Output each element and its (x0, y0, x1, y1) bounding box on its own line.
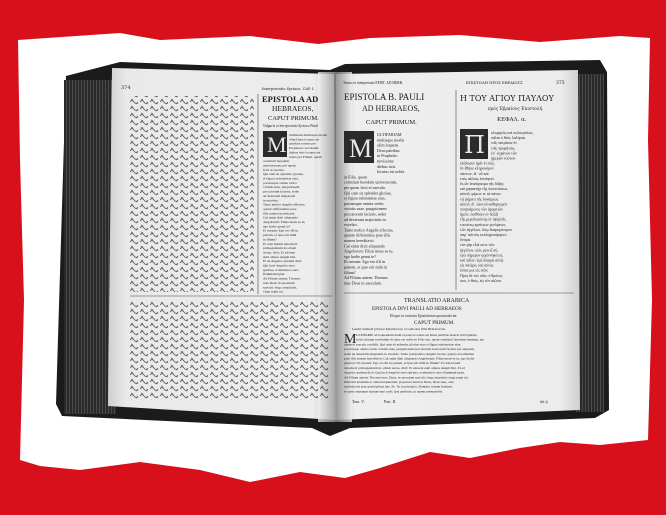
translatio-drop-cap: M (344, 332, 357, 347)
text-line: Et ad Angelos quidem dicit: (263, 259, 303, 264)
text-line: virga regni tui. (263, 289, 284, 294)
text-line: spiritus, et ministros suos (263, 267, 299, 272)
left-page-number: 374 (121, 85, 131, 91)
text-line: ad dexteram majestatis in (344, 216, 386, 222)
syriac-column (130, 96, 254, 292)
text-line: ad dexteram majestatis (263, 193, 296, 198)
text-line: quanto differentius prae (263, 206, 297, 211)
text-line: ποιησάμενος τῶν ἁμαρτιῶν (460, 207, 503, 212)
text-line: ἀγγέλων, υἱός μου εἶ σύ, (460, 248, 499, 253)
greek-subtitle: πρὸς Ἑβραίους Ἐπιστολή. (488, 106, 544, 111)
text-line: Tanto melior Angelis effectus, (344, 227, 394, 233)
text-line: portansque omnia verbo virtutis suae, purgationem peccatorum nostrorum faciens per seipsum, (344, 347, 475, 352)
text-line: ULTIFARIAM (377, 132, 402, 137)
text-line: Cui enim dixit aliquando (344, 243, 385, 249)
text-line: olim Deus locutus est (289, 137, 320, 142)
greek-title: Η ΤΟΥ ΑΓΙΟΥ ΠΑΥΛΟΥ (460, 94, 554, 103)
text-line: virtutis suae, purgationem (263, 185, 300, 190)
text-line: excelsis. (344, 222, 358, 228)
translatio-heading3: Eloque in contextu Epistolarum quatuordecim. (390, 314, 458, 318)
text-line: locutus est nobis (377, 169, 405, 175)
text-line: Deus patribus (377, 147, 400, 153)
right-page-edges (576, 74, 604, 412)
text-line: Πρὸς δὲ τὸν υἱόν, ὁ θρόνος (460, 273, 503, 278)
text-line: ἡμῶν, ἐκάθισεν ἐν δεξιᾷ (460, 212, 499, 217)
text-line: diebus istis locutus est (289, 150, 321, 155)
text-line: terrae, dicit: Et adorent (263, 250, 296, 255)
greek-drop-cap: Π (464, 131, 485, 159)
text-line: portansque omnia verbo (263, 180, 297, 185)
text-line: ἡμερῶν τούτων (491, 156, 516, 161)
text-line: ολυμερῶς καὶ πολυτρόπως (491, 131, 533, 135)
right-heading: CAPUT PRIMUM. (366, 119, 417, 126)
text-line: novissime (377, 158, 394, 164)
text-line: ego hodie genui te? (263, 224, 291, 229)
text-line: patrem, et ipse erit mihi in (344, 264, 388, 270)
text-line: exultationis prae participibus tuis. Et: Tu in principio, Domine, terram fundasti, (344, 384, 454, 389)
text-line: αὐτοῦ, φέρων τε τὰ πάντα (460, 192, 501, 197)
text-line: tuus Deus in saeculum. (344, 280, 382, 286)
right-running-head-left: Textus et interpretatio EPIST. AD HEBR. (343, 81, 403, 85)
translatio-heading4: CAPUT PRIMUM. (414, 320, 455, 326)
text-line: Et rursum: Ego ero illi in (263, 228, 299, 233)
text-line: constituit heredem (263, 159, 289, 164)
text-line: patrem, et ipse erit mihi (263, 233, 297, 238)
text-line: eum omnes Angeli Dei. (263, 254, 297, 259)
footer-part: Part. II. (384, 399, 397, 404)
text-line: ego hodie genui te? (344, 253, 376, 259)
text-line: Ad Filium autem: Thronus (263, 276, 301, 281)
text-line: τῆς μεγαλωσύνης ἐν ὑψηλοῖς. (460, 217, 507, 222)
text-line: παρ᾽ αὐτοὺς κεκληρονόμηκεν (460, 233, 507, 237)
translatio-heading2: EPISTOLA DIVI PAULI AD HEBRAEOS (372, 306, 462, 312)
text-line: in excelsis. (263, 198, 279, 203)
text-line: tuus Deus in saeculum (263, 280, 295, 285)
left-heading: CAPUT PRIMUM. (268, 115, 319, 122)
text-line: in Filio, quem (344, 174, 368, 180)
translatio-heading: TRANSLATIO ARABICA (404, 298, 470, 304)
text-line: ULTIFARIE ad loquendum dedit et pauca locutus est Deus patribus nostris in Prophetis, (356, 333, 478, 337)
text-line: portansque omnia verbo (344, 200, 384, 206)
text-line: Angelorum: Filius meus es tu, (263, 220, 306, 224)
text-line: Angelos quidem dicit: Qui facit Angelos suos spiritus, et ministros suos flammam ignis. (344, 370, 465, 375)
text-line: genui te? Et rursum: Ego ero illi in patrem, et ipse erit mihi in filium? Et cum iterum (344, 361, 461, 366)
text-line: saeculi: virga aequitatis, (263, 285, 297, 290)
right-running-head-right: ΕΠΙΣΤΟΛΗ ΠΡΟΣ ΕΒΡΑΙΟΥΣ (466, 80, 523, 85)
text-line: sedet ad dexteram majestatis in excelsis. Tanto praestantior Angelis factus, quanto excellentius (344, 351, 474, 356)
text-line: primogenitum in orbem (263, 246, 297, 251)
text-line: patribus nostris per (289, 141, 316, 146)
text-line: Qui cum sit splendor gloriae, (344, 190, 392, 196)
text-line: ὃν ἔθηκε κληρονόμον (460, 166, 495, 171)
text-line: Dilexisti justitiam et odisti iniquitatem, propterea unxit te Deus, Deus tuus, oleo (344, 380, 454, 384)
text-line: Angelorum: Filius meus es tu, (344, 248, 394, 254)
footer-tome: Tom. V. (352, 399, 365, 404)
right-title-line1: EPISTOLA B. PAULI (344, 92, 425, 102)
text-line: τοὺς αἰῶνας ἐποίησεν. (460, 176, 495, 181)
text-line: αὐτοῦ, δι᾽ ἑαυτοῦ καθαρισμὸν (460, 202, 508, 207)
text-line: peccatorum faciens, sedet (263, 189, 300, 194)
left-title-line1: EPISTOLA AD (262, 94, 319, 104)
text-line: in filium? (263, 237, 277, 242)
text-line: ὄνομα. (460, 238, 471, 243)
text-line: πάλαι ὁ θεὸς λαλήσας (491, 136, 526, 141)
text-line: Qui cum sit splendor gloriae, (263, 172, 304, 177)
text-line: τῷ ῥήματι τῆς δυνάμεως (460, 197, 499, 202)
text-line: Cui enim dixit aliquando (263, 215, 298, 220)
text-line: virtutis suae, purgationem (344, 206, 387, 212)
text-line: introducit primogenitum in orbem terrae, dicit: Et adorent eum omnes Angeli Dei. Et ad (344, 365, 465, 370)
text-line: universorum, per quem (263, 163, 296, 168)
left-arabic-block (130, 300, 330, 400)
text-line: prae illis nomen hereditavit. Cui enim dixit aliquando Angelorum: Filius meus es tu, ego hodie (344, 356, 475, 361)
text-line: filium? (344, 269, 356, 275)
right-latin-drop-cap: M (349, 134, 373, 163)
text-line: Prophetas: novissime (289, 146, 319, 151)
text-line: illis nomen hereditavit. (263, 211, 296, 216)
text-line: fecit et saecula. (263, 167, 285, 172)
text-line: et figura substantiae eius, (263, 176, 299, 181)
text-line: Ad Filium autem: Thronus tuus, Deus, in saeculum saeculi, virga aequitatis virga regni tui. (344, 375, 469, 380)
text-line: ultifariam multisque modis (289, 133, 327, 137)
text-line: peccatorum faciens, sedet (344, 211, 387, 217)
text-line: olim loquens (377, 142, 399, 148)
left-title-line2: HEBRAEOS, (272, 104, 314, 113)
translatio-intro: Laudet Sabbath primum Epistolarum, et vobis das filiis Hebraeorum. (352, 327, 446, 331)
text-line: nomen hereditavit. (344, 238, 375, 243)
text-line: Et cum iterum introducit (263, 241, 298, 246)
text-line: in Prophetis: (377, 153, 398, 159)
text-line: πάντων, δι᾽ οὗ καὶ (460, 171, 489, 176)
text-line: in his dierum novissimis locutus est nobis in Filio suo, quem constituit heredem omnium, per (356, 337, 485, 342)
text-line: ἐπ᾽ ἐσχάτων τῶν (491, 151, 518, 156)
text-line: τῶν ἀγγέλων, ὅσῳ διαφορώτερον (460, 227, 513, 232)
text-line: et opera manuum tuarum sunt caeli. Ipsi peribunt, tu autem permanebis. (344, 389, 443, 394)
text-line: σου, ὁ θεός, εἰς τὸν αἰῶνα. (460, 278, 502, 283)
text-line: nobis per Filium, quem (289, 154, 322, 159)
text-line: εἰς πατέρα, καὶ αὐτὸς (460, 263, 494, 268)
text-line: ὃς ὢν ἀπαύγασμα τῆς δόξης (460, 182, 504, 186)
right-title-line2: AD HEBRAEOS, (362, 104, 420, 113)
footer-signature: tttt ij (540, 399, 548, 404)
text-line: multisque modis (377, 137, 405, 143)
greek-heading: ΚΕΦΑΛ. α. (497, 117, 527, 123)
text-line: Ad Filium autem: Thronus (344, 275, 388, 281)
left-subtitle: Vulgaris et interpretatio Syriaca Pauli (263, 124, 319, 128)
text-line: τοῖς προφήταις, (491, 146, 516, 151)
text-line: Tanto melior Angelis effectus, (263, 202, 306, 207)
text-line: τοῖς πατράσιν ἐν (491, 141, 517, 146)
text-line: τοσούτῳ κρείττων γενόμενος (460, 222, 506, 227)
text-line: καὶ πάλιν, ἐγὼ ἔσομαι αὐτῷ (460, 258, 504, 263)
text-line: et figura substantiae eius, (344, 195, 386, 201)
text-line: καὶ χαρακτὴρ τῆς ὑποστάσεως (460, 187, 508, 192)
text-line: τίνι γὰρ εἶπέ ποτε τῶν (460, 243, 495, 248)
text-line: constituit heredem universorum, (344, 179, 398, 185)
text-line: diebus istis (377, 163, 396, 169)
text-line: Qui facit Angelos suos (263, 263, 295, 268)
right-page-number: 375 (556, 81, 565, 86)
text-line: ἔσται μοι εἰς υἱόν; (460, 268, 489, 273)
text-line: Et rursum: Ego ero illi in (344, 259, 386, 265)
text-line: quanto differentius prae illis (344, 232, 391, 238)
text-line: quem et saecula condidit. Qui cum sit splendor gloriae eius et figura substantiae eius, (344, 342, 462, 347)
text-line: flammam ignis. (263, 272, 285, 277)
left-page-edges (64, 80, 116, 414)
text-line: ἐλάλησεν ἡμῖν ἐν υἱῷ, (460, 161, 495, 166)
left-running-head: Interpretatio Syriaca. CAP. I. (262, 87, 315, 91)
text-line: ἐγὼ σήμερον γεγέννηκά σε; (460, 253, 504, 258)
left-drop-cap: M (267, 132, 287, 157)
text-line: per quem fecit et saecula. (344, 185, 386, 190)
